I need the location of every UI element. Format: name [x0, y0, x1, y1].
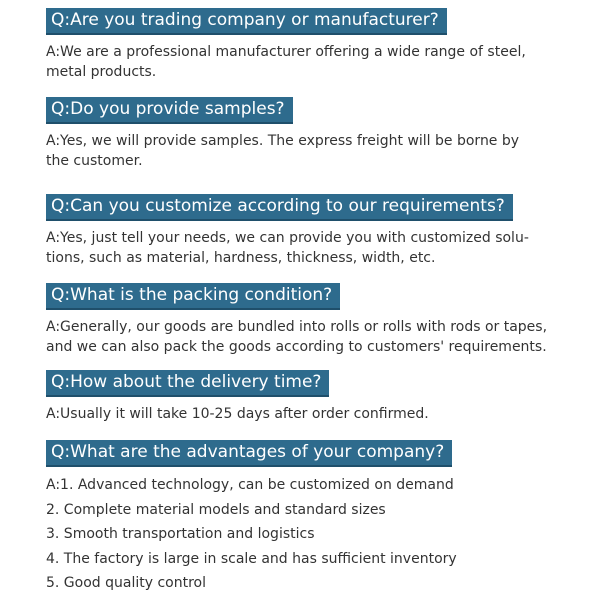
answer-line: A:Usually it will take 10-25 days after order confirmed. [46, 406, 429, 422]
answer-text [46, 131, 572, 171]
question-heading: Q:How about the delivery time? [46, 370, 329, 397]
answer-list [46, 473, 572, 596]
faq-item-delivery [46, 370, 572, 424]
answer-text [46, 42, 572, 82]
faq-item-customize [46, 194, 572, 268]
list-item: 2. Complete material models and standard sizes [46, 501, 386, 518]
answer-text [46, 228, 572, 268]
question-heading: Q:What are the advantages of your company? [46, 440, 452, 467]
answer-line: A:Yes, just tell your needs, we can provide you with customized solu- [46, 230, 529, 246]
answer-line: A:Yes, we will provide samples. The express freight will be borne by [46, 133, 520, 149]
answer-line: metal products. [46, 64, 157, 80]
answer-line: the customer. [46, 153, 143, 169]
list-item: 4. The factory is large in scale and has sufficient inventory [46, 550, 457, 567]
answer-line: A:We are a professional manufacturer offering a wide range of steel, [46, 44, 526, 60]
list-item: A:1. Advanced technology, can be customized on demand [46, 477, 454, 493]
answer-line: and we can also pack the goods according to customers' requirements. [46, 339, 547, 355]
question-heading: Q:What is the packing condition? [46, 283, 340, 310]
faq-item-manufacturer [46, 8, 572, 82]
answer-line: tions, such as material, hardness, thickness, width, etc. [46, 250, 436, 266]
question-heading: Q:Can you customize according to our requirements? [46, 194, 513, 221]
answer-text [46, 317, 572, 357]
answer-text [46, 404, 572, 424]
question-heading: Q:Do you provide samples? [46, 97, 293, 124]
faq-item-samples [46, 97, 572, 171]
faq-item-packing [46, 283, 572, 357]
answer-line: A:Generally, our goods are bundled into rolls or rolls with rods or tapes, [46, 319, 548, 335]
question-heading: Q:Are you trading company or manufacturer? [46, 8, 447, 35]
list-item: 3. Smooth transportation and logistics [46, 526, 315, 542]
faq-item-advantages [46, 440, 572, 596]
list-item: 5. Good quality control [46, 575, 206, 591]
